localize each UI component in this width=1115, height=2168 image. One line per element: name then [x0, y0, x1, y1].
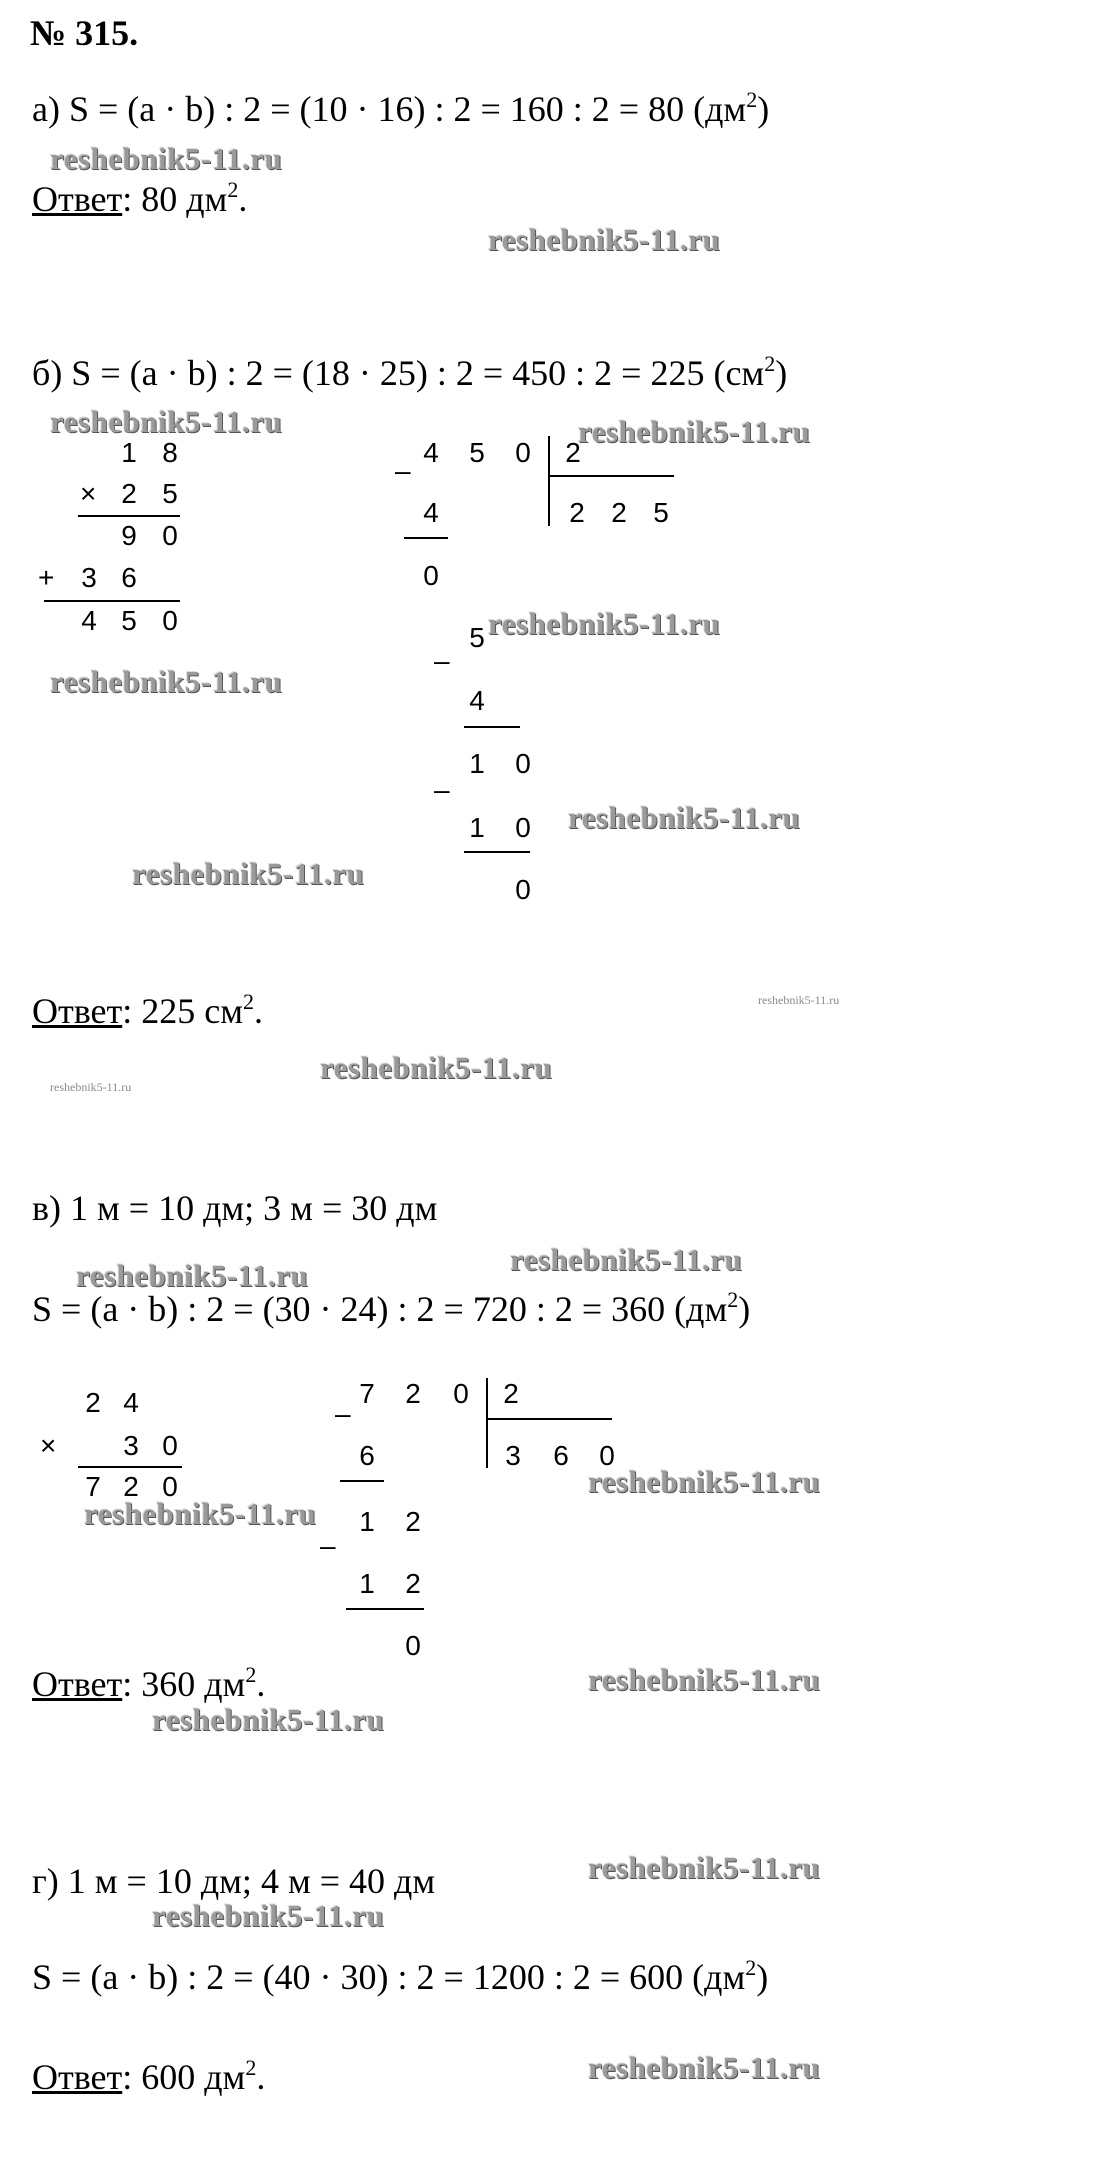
watermark-small: reshebnik5-11.ru [50, 1080, 132, 1094]
digit: 4 [81, 605, 97, 636]
quotient-digit: 0 [599, 1440, 615, 1471]
formula-end: ) [757, 89, 770, 129]
digit: 5 [162, 478, 178, 509]
digit: 5 [469, 622, 485, 653]
digit: 2 [85, 1387, 101, 1418]
rule-line [78, 1466, 182, 1468]
digit: 5 [121, 605, 137, 636]
divisor: 2 [503, 1378, 519, 1409]
digit: 2 [405, 1506, 421, 1537]
answer-text: : 600 дм [122, 2057, 246, 2097]
watermark: reshebnik5-11.ru [578, 414, 811, 449]
digit: 0 [515, 874, 531, 905]
minus-sign: – [434, 774, 450, 805]
formula-end: ) [775, 353, 788, 393]
watermark-small: reshebnik5-11.ru [758, 993, 840, 1007]
digit: 6 [359, 1440, 375, 1471]
times-sign: × [80, 478, 97, 509]
quotient-digit: 2 [611, 497, 627, 528]
watermark: reshebnik5-11.ru [568, 800, 801, 835]
exponent: 2 [243, 989, 254, 1014]
digit: 4 [423, 497, 439, 528]
digit: 4 [123, 1387, 139, 1418]
answer-g [32, 2056, 265, 2098]
watermark: reshebnik5-11.ru [50, 404, 283, 439]
answer-text: : 360 дм [122, 1664, 246, 1704]
digit: 2 [121, 478, 137, 509]
digit: 0 [162, 605, 178, 636]
division-bar [486, 1378, 488, 1468]
minus-sign: – [335, 1398, 351, 1429]
digit: 0 [405, 1630, 421, 1661]
conversion-g: г) 1 м = 10 дм; 4 м = 40 дм [32, 1861, 436, 1901]
digit: 0 [515, 748, 531, 779]
division-rule [486, 1418, 612, 1420]
watermark: reshebnik5-11.ru [588, 1662, 821, 1697]
digit: 0 [162, 520, 178, 551]
digit: 2 [405, 1378, 421, 1409]
answer-end: . [254, 991, 263, 1031]
formula-a-text: а) S = (a · b) : 2 = (10 · 16) : 2 = 160 : 2 = 80 (дм [32, 89, 747, 129]
digit: 1 [469, 748, 485, 779]
watermark: reshebnik5-11.ru [510, 1242, 743, 1277]
minus-sign: – [320, 1530, 336, 1561]
watermark: reshebnik5-11.ru [50, 141, 283, 176]
answer-b [32, 990, 263, 1032]
quotient-digit: 6 [553, 1440, 569, 1471]
digit: 4 [423, 437, 439, 468]
formula-v-text: S = (a · b) : 2 = (30 · 24) : 2 = 720 : 2 = 360 (дм [32, 1289, 728, 1329]
formula-b-text: б) S = (a · b) : 2 = (18 · 25) : 2 = 450 : 2 = 225 (см [32, 353, 765, 393]
rule-line [464, 851, 530, 853]
answer-end: . [256, 2057, 266, 2097]
digit: 1 [359, 1568, 375, 1599]
digit: 6 [121, 562, 137, 593]
digit: 3 [81, 562, 97, 593]
rule-line [346, 1608, 424, 1610]
digit: 0 [162, 1430, 178, 1461]
digit: 7 [85, 1471, 101, 1502]
digit: 1 [469, 812, 485, 843]
digit: 0 [162, 1471, 178, 1502]
formula-b [32, 352, 787, 394]
digit: 0 [453, 1378, 469, 1409]
digit: 0 [515, 437, 531, 468]
exponent: 2 [245, 1662, 257, 1687]
formula-v [32, 1288, 750, 1330]
answer-text: : 225 см [122, 991, 243, 1031]
formula-end: ) [756, 1957, 769, 1997]
digit: 0 [515, 812, 531, 843]
watermark: reshebnik5-11.ru [152, 1898, 385, 1933]
digit: 9 [121, 520, 137, 551]
rule-line [464, 726, 520, 728]
answer-label: Ответ [32, 179, 123, 219]
exponent: 2 [727, 1287, 739, 1312]
quotient-digit: 3 [505, 1440, 521, 1471]
digit: 2 [405, 1568, 421, 1599]
digit: 5 [469, 437, 485, 468]
exponent: 2 [746, 87, 758, 112]
watermark: reshebnik5-11.ru [488, 606, 721, 641]
quotient-digit: 2 [569, 497, 585, 528]
answer-label: Ответ [32, 1664, 123, 1704]
problem-number: № 315. [30, 13, 139, 53]
answer-end: . [238, 179, 248, 219]
answer-v [32, 1663, 265, 1705]
watermark: reshebnik5-11.ru [488, 222, 721, 257]
exponent: 2 [245, 2055, 257, 2080]
minus-sign: – [395, 455, 411, 486]
answer-end: . [256, 1664, 266, 1704]
digit: 1 [359, 1506, 375, 1537]
division-bar [548, 436, 550, 526]
digit: 2 [123, 1471, 139, 1502]
divisor: 2 [565, 437, 581, 468]
digit: 8 [162, 437, 178, 468]
watermark: reshebnik5-11.ru [588, 1850, 821, 1885]
times-sign: × [40, 1430, 57, 1461]
rule-line [44, 600, 180, 602]
plus-sign: + [38, 562, 55, 593]
watermark: reshebnik5-11.ru [152, 1702, 385, 1737]
conversion-v: в) 1 м = 10 дм; 3 м = 30 дм [32, 1188, 438, 1228]
digit: 4 [469, 685, 485, 716]
digit: 1 [121, 437, 137, 468]
minus-sign: – [434, 645, 450, 676]
formula-g-text: S = (a · b) : 2 = (40 · 30) : 2 = 1200 : 2 = 600 (дм [32, 1957, 746, 1997]
answer-a [32, 178, 247, 220]
formula-end: ) [738, 1289, 751, 1329]
formula-g [32, 1956, 768, 1998]
watermark: reshebnik5-11.ru [84, 1496, 317, 1531]
watermark: reshebnik5-11.ru [50, 664, 283, 699]
digit: 3 [123, 1430, 139, 1461]
exponent: 2 [227, 177, 239, 202]
answer-label: Ответ [32, 991, 123, 1031]
formula-a [32, 88, 769, 130]
division-rule [548, 475, 674, 477]
digit: 0 [423, 560, 439, 591]
watermark: reshebnik5-11.ru [320, 1050, 553, 1085]
watermark: reshebnik5-11.ru [132, 856, 365, 891]
exponent: 2 [764, 351, 776, 376]
quotient-digit: 5 [653, 497, 669, 528]
rule-line [404, 537, 448, 539]
rule-line [78, 515, 180, 517]
watermark: reshebnik5-11.ru [588, 2050, 821, 2085]
answer-label: Ответ [32, 2057, 123, 2097]
answer-text: : 80 дм [122, 179, 228, 219]
watermark: reshebnik5-11.ru [588, 1464, 821, 1499]
digit: 7 [359, 1378, 375, 1409]
watermark: reshebnik5-11.ru [76, 1258, 309, 1293]
exponent: 2 [745, 1955, 757, 1980]
rule-line [340, 1480, 384, 1482]
